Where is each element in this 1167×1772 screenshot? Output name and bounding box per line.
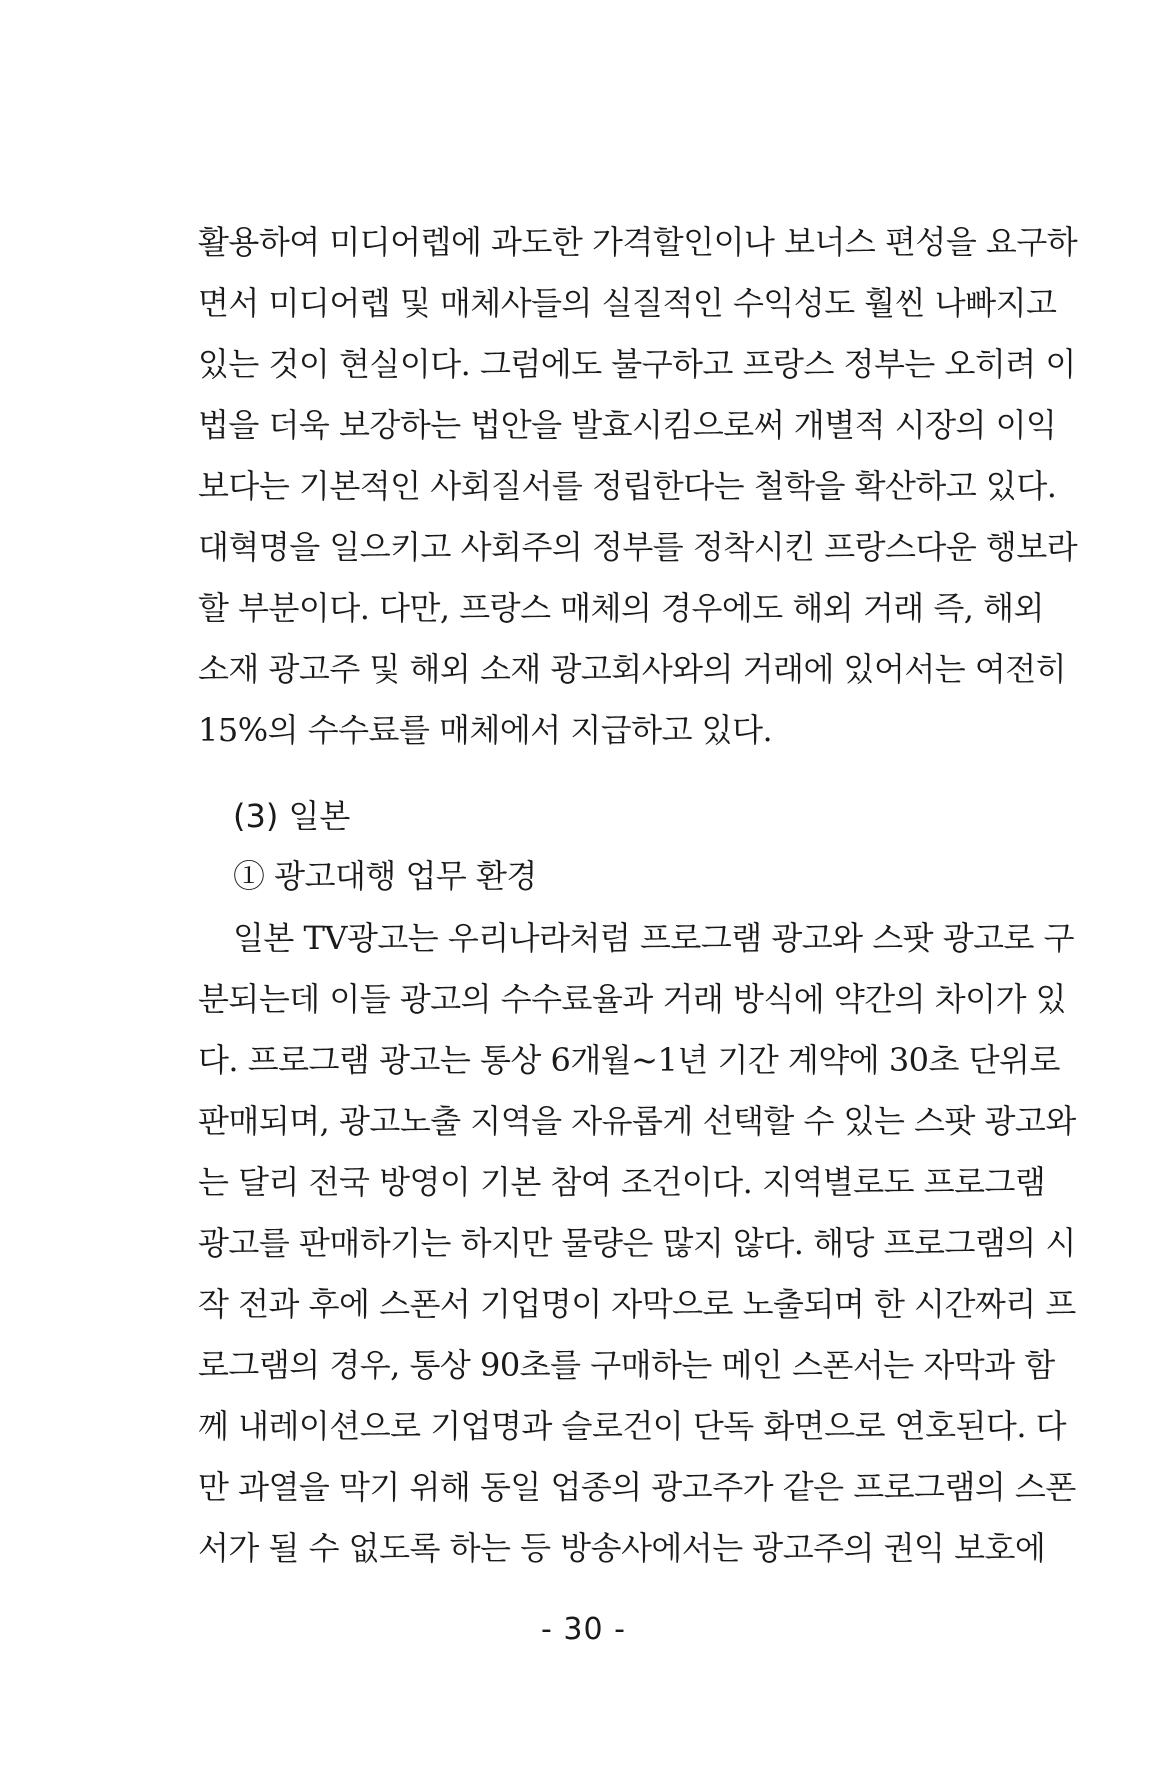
paragraph-france-conclusion: [198, 212, 1078, 761]
text-line: 로그램의 경우, 통상 90초를 구매하는 메인 스폰서는 자막과 함: [198, 1346, 1055, 1384]
page-number: - 30 -: [541, 1612, 626, 1647]
text-line: 서가 될 수 없도록 하는 등 방송사에서는 광고주의 권익 보호에: [198, 1529, 1046, 1567]
text-line: 면서 미디어렙 및 매체사들의 실질적인 수익성도 훨씬 나빠지고: [198, 284, 1057, 322]
text-line: 판매되며, 광고노출 지역을 자유롭게 선택할 수 있는 스팟 광고와: [198, 1102, 1076, 1140]
text-line: 보다는 기본적인 사회질서를 정립한다는 철학을 확산하고 있다.: [198, 467, 1057, 505]
text-line: 께 내레이션으로 기업명과 슬로건이 단독 화면으로 연호된다. 다: [198, 1407, 1067, 1445]
text-line: 일본 TV광고는 우리나라처럼 프로그램 광고와 스팟 광고로 구: [233, 919, 1075, 957]
text-line: 활용하여 미디어렙에 과도한 가격할인이나 보너스 편성을 요구하: [198, 223, 1078, 261]
text-line: 소재 광고주 및 해외 소재 광고회사와의 거래에 있어서는 여전히: [198, 650, 1067, 688]
text-line: 만 과열을 막기 위해 동일 업종의 광고주가 같은 프로그램의 스폰: [198, 1468, 1076, 1506]
text-line: 광고를 판매하기는 하지만 물량은 많지 않다. 해당 프로그램의 시: [198, 1224, 1076, 1262]
text-line: 작 전과 후에 스폰서 기업명이 자막으로 노출되며 한 시간짜리 프: [198, 1285, 1076, 1323]
text-line: 할 부분이다. 다만, 프랑스 매체의 경우에도 해외 거래 즉, 해외: [198, 589, 1044, 627]
section-subheading: ① 광고대행 업무 환경: [233, 857, 537, 895]
text-line: 15%의 수수료를 매체에서 지급하고 있다.: [198, 711, 773, 749]
text-line: 대혁명을 일으키고 사회주의 정부를 정착시킨 프랑스다운 행보라: [198, 528, 1078, 566]
section-heading: (3) 일본: [233, 797, 351, 835]
text-line: 는 달리 전국 방영이 기본 참여 조건이다. 지역별로도 프로그램: [198, 1163, 1046, 1201]
text-line: 있는 것이 현실이다. 그럼에도 불구하고 프랑스 정부는 오히려 이: [198, 345, 1076, 383]
text-line: 법을 더욱 보강하는 법안을 발효시킴으로써 개별적 시장의 이익: [198, 406, 1057, 444]
paragraph-japan-agency: [198, 908, 1076, 1579]
text-line: 분되는데 이들 광고의 수수료율과 거래 방식에 약간의 차이가 있: [198, 980, 1067, 1018]
text-line: 다. 프로그램 광고는 통상 6개월~1년 기간 계약에 30초 단위로: [198, 1041, 1060, 1079]
